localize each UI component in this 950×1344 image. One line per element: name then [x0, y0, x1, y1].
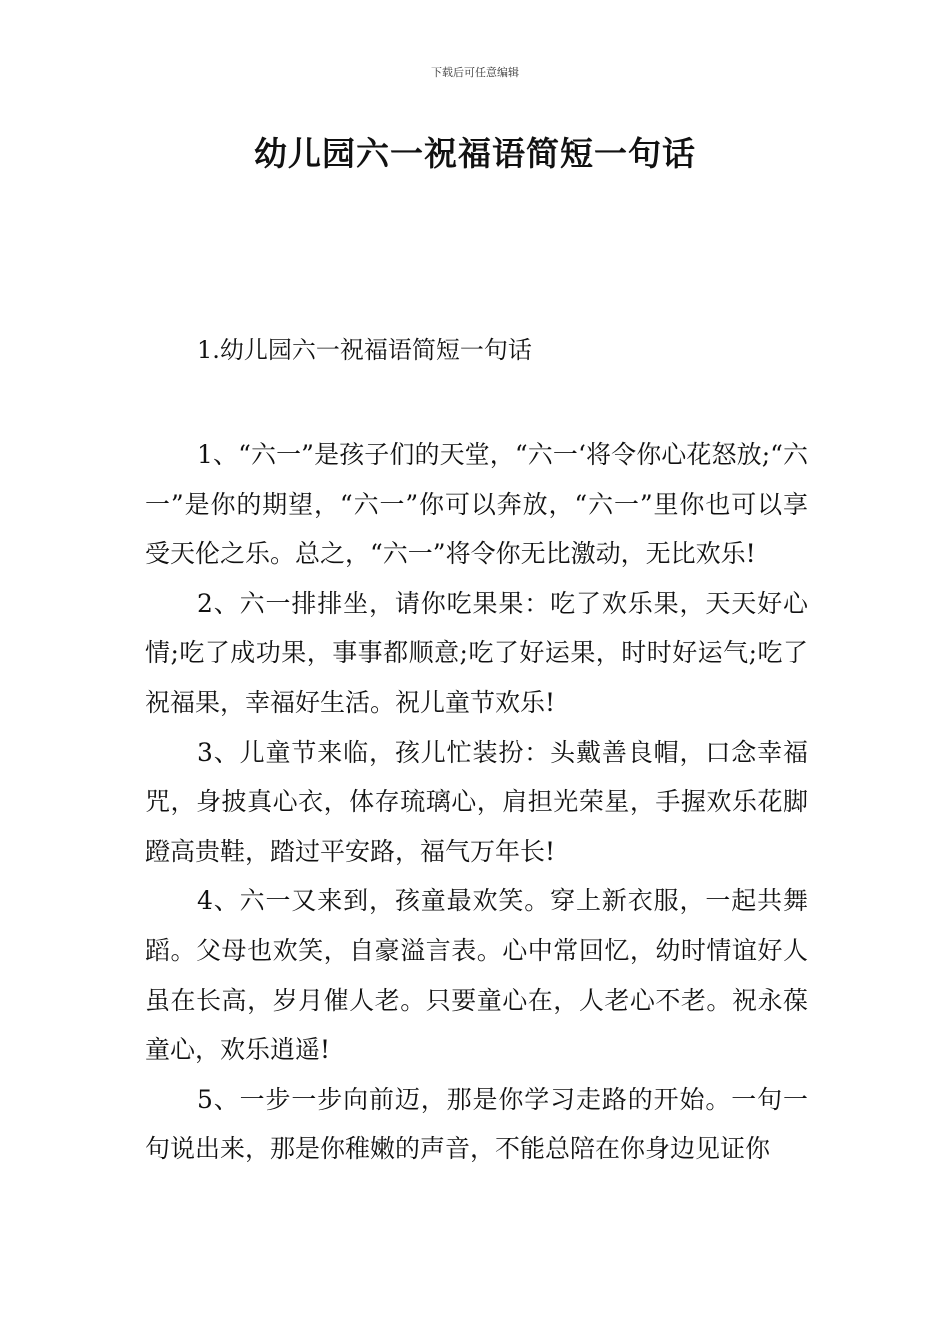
document-body	[145, 430, 808, 1174]
header-note: 下载后可任意编辑	[431, 66, 519, 79]
paragraph-1: 1、“六一”是孩子们的天堂，“六一‘将令你心花怒放;“六一”是你的期望，“六一”你可以奔放，“六一”里你也可以享受天伦之乐。总之，“六一”将令你无比激动，无比欢乐!	[145, 440, 808, 569]
paragraph-4: 4、六一又来到，孩童最欢笑。穿上新衣服，一起共舞蹈。父母也欢笑，自豪溢言表。心中常回忆，幼时情谊好人虽在长高，岁月催人老。只要童心在，人老心不老。祝永葆童心，欢乐逍遥!	[145, 886, 808, 1065]
section-heading: 1.幼儿园六一祝福语简短一句话	[197, 336, 532, 364]
paragraph-3: 3、儿童节来临，孩儿忙装扮：头戴善良帽，口念幸福咒，身披真心衣，体存琉璃心，肩担光荣星，手握欢乐花脚蹬高贵鞋，踏过平安路，福气万年长!	[145, 737, 808, 866]
document-title: 幼儿园六一祝福语简短一句话	[254, 134, 696, 173]
paragraph-2: 2、六一排排坐，请你吃果果：吃了欢乐果，天天好心情;吃了成功果，事事都顺意;吃了好运果，时时好运气;吃了祝福果，幸福好生活。祝儿童节欢乐!	[145, 588, 808, 717]
paragraph-5: 5、一步一步向前迈，那是你学习走路的开始。一句一句说出来，那是你稚嫩的声音，不能总陪在你身边见证你	[145, 1084, 808, 1164]
